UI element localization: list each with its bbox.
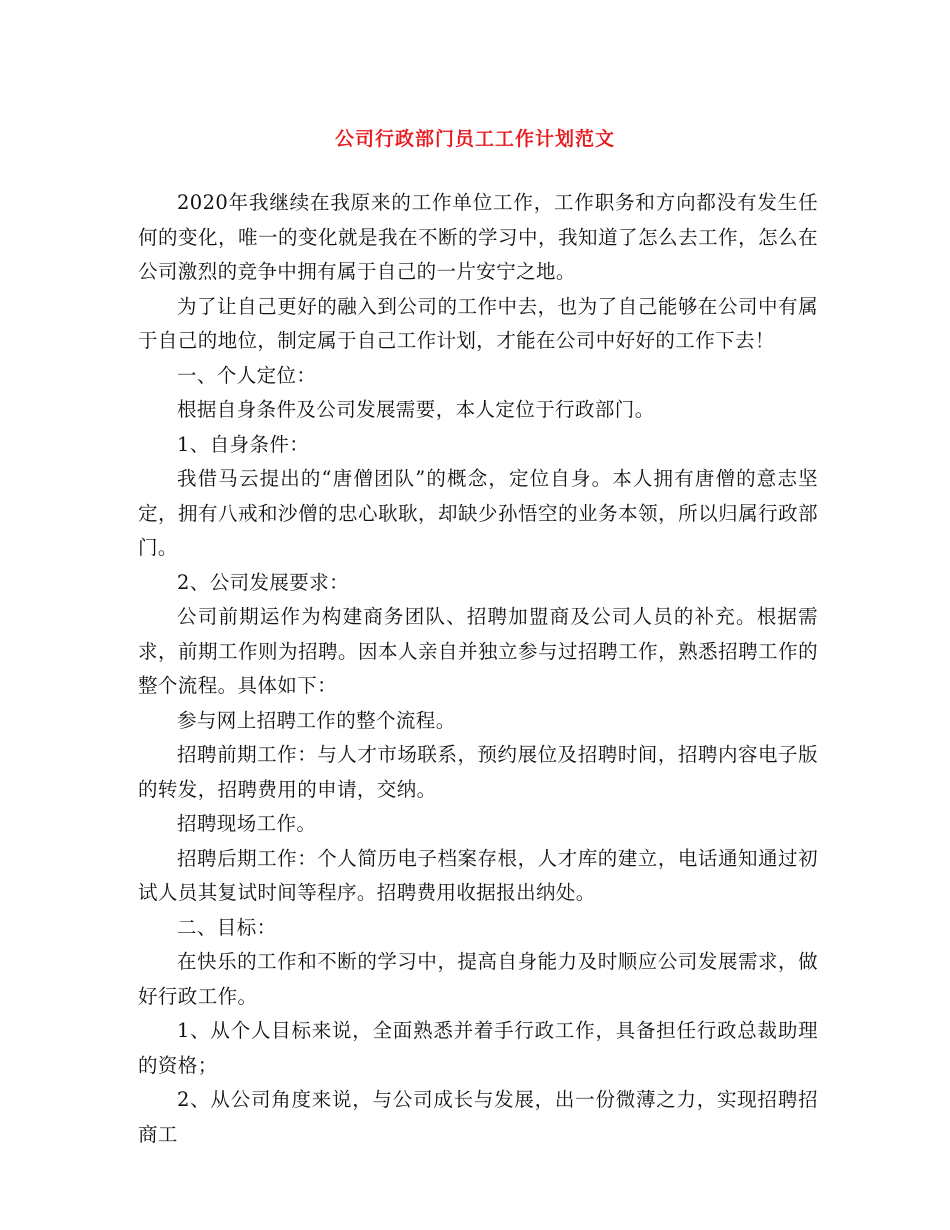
document-title: 公司行政部门员工工作计划范文 bbox=[334, 128, 615, 150]
paragraph: 2、从公司角度来说，与公司成长与发展，出一份微薄之力，实现招聘招商工 bbox=[138, 1088, 818, 1146]
subsection-heading: 1、自身条件： bbox=[177, 432, 310, 456]
paragraph: 2020年我继续在我原来的工作单位工作，工作职务和方向都没有发生任何的变化，唯一的变化就是我在不断的学习中，我知道了怎么去工作，怎么在公司激烈的竞争中拥有属于自己的一片安宁之地。 bbox=[138, 191, 818, 283]
paragraph: 招聘前期工作：与人才市场联系，预约展位及招聘时间，招聘内容电子版的转发，招聘费用的申请，交纳。 bbox=[138, 743, 818, 801]
paragraph: 根据自身条件及公司发展需要，本人定位于行政部门。 bbox=[177, 398, 655, 421]
paragraph: 为了让自己更好的融入到公司的工作中去，也为了自己能够在公司中有属于自己的地位，制定属于自己工作计划，才能在公司中好好的工作下去！ bbox=[138, 294, 818, 352]
section-heading: 二、目标： bbox=[177, 915, 277, 939]
paragraph: 我借马云提出的“唐僧团队”的概念，定位自身。本人拥有唐僧的意志坚定，拥有八戒和沙僧的忠心耿耿，却缺少孙悟空的业务本领，所以归属行政部门。 bbox=[138, 467, 818, 559]
paragraph: 1、从个人目标来说，全面熟悉并着手行政工作，具备担任行政总裁助理的资格； bbox=[138, 1019, 818, 1077]
paragraph: 招聘后期工作：个人简历电子档案存根，人才库的建立，电话通知通过初试人员其复试时间等程序。招聘费用收据报出纳处。 bbox=[138, 846, 818, 904]
paragraph: 在快乐的工作和不断的学习中，提高自身能力及时顺应公司发展需求，做好行政工作。 bbox=[138, 950, 818, 1008]
document-body bbox=[138, 186, 818, 1152]
paragraph: 公司前期运作为构建商务团队、招聘加盟商及公司人员的补充。根据需求，前期工作则为招聘。因本人亲自并独立参与过招聘工作，熟悉招聘工作的 整个流程。具体如下： bbox=[138, 605, 818, 697]
paragraph: 参与网上招聘工作的整个流程。 bbox=[177, 708, 456, 732]
section-heading: 一、个人定位： bbox=[177, 363, 317, 387]
subsection-heading: 2、公司发展要求： bbox=[177, 570, 350, 594]
paragraph: 招聘现场工作。 bbox=[177, 812, 317, 835]
